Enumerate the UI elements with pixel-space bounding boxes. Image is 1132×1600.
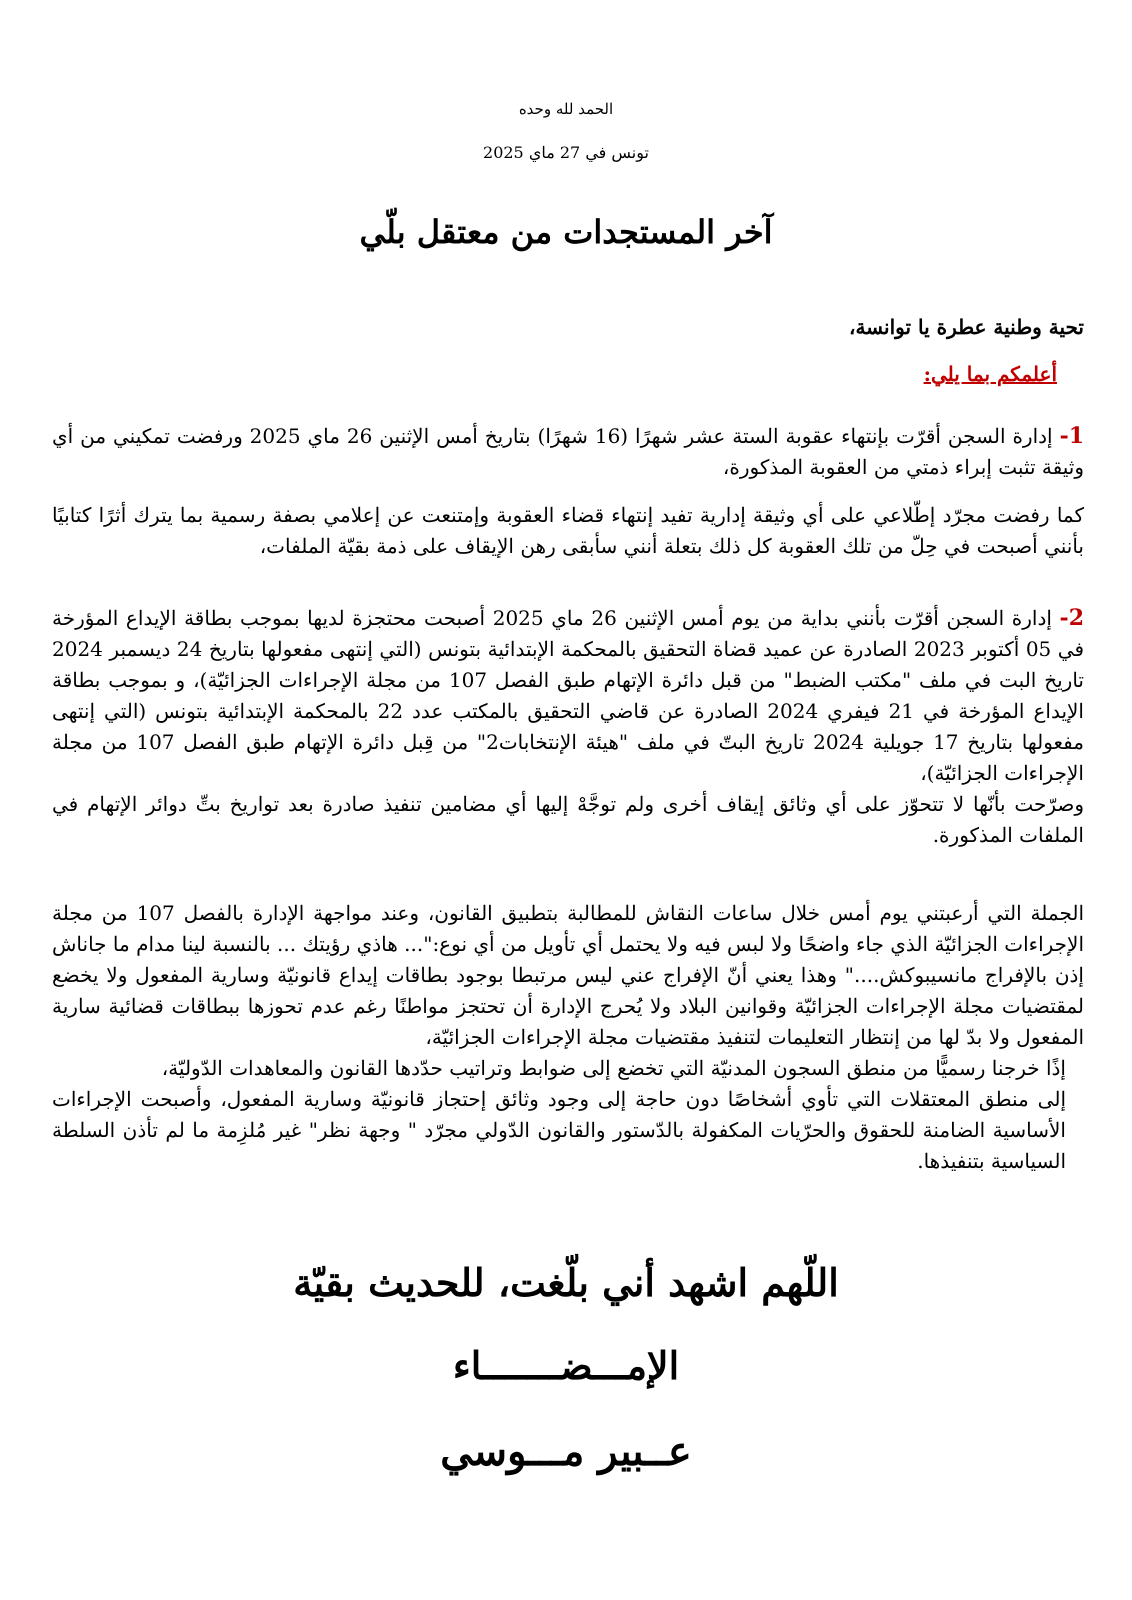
point-2-paragraph [52, 603, 1084, 789]
point-1-text: إدارة السجن أقرّت بإنتهاء عقوبة الستة عشر شهرًا (16 شهرًا) بتاريخ أمس الإثنين 26 ماي 2025 ورفضت تمكيني من أي وثيقة تثبت إبراء ذمتي من العقوبة المذكورة، [52, 424, 1084, 479]
point-1-text-2: كما رفضت مجرّد إطّلاعي على أي وثيقة إدارية تفيد إنتهاء قضاء العقوبة وإمتنعت عن إعلامي بصفة رسمية بما يترك أثرًا كتابيًا بأنني أصبحت في حِلّ من تلك العقوبة كل ذلك بتعلة أنني سأبقى رهن الإيقاف على ذمة بقيّة الملفات، [52, 503, 1084, 558]
point-1-paragraph [52, 421, 1084, 483]
document-title: آخر المستجدات من معتقل بلّي [359, 213, 773, 251]
paragraph-3-text: الجملة التي أرعبتني يوم أمس خلال ساعات النقاش للمطالبة بتطبيق القانون، وعند مواجهة الإدارة بالفصل 107 من مجلة الإجراءات الجزائيّة الذي جاء واضحًا ولا لبس فيه ولا يحتمل أي تأويل من أي نوع:"... هاذي رؤيتك ... بالنسبة لينا مدام ما جاناش إذن بالإفراج مانسيبوكش...." وهذا يعني أنّ الإفراج عني ليس مرتبطا بوجود بطاقات إيداع قانونيّة وسارية المفعول ولا يخضع لمقتضيات مجلة الإجراءات الجزائيّة وقوانين البلاد ولا يُحرج الإدارة أن تحتجز مواطنًا رغم عدم تحوزها ببطاقات قضائية سارية المفعول ولا بدّ لها من إنتظار التعليمات لتنفيذ مقتضيات مجلة الإجراءات الجزائيّة، [52, 901, 1084, 1049]
point-1-continuation [52, 500, 1084, 562]
inform-label: أعلمكم بما يلي: [923, 362, 1057, 386]
signature-label: الإمـــضـــــــاء [452, 1343, 680, 1388]
paragraph-3-line-3: إلى منطق المعتقلات التي تأوي أشخاصًا دون حاجة إلى وجود وثائق إحتجاز قانونيّة وسارية المفعول، وأصبحت الإجراءات الأساسية الضامنة للحقوق والحرّيات المكفولة بالدّستور والقانون الدّولي مجرّد " وجهة نظر" غير مُلزِمة ما لم تأذن السلطة السياسية بتنفيذها. [52, 1087, 1066, 1173]
signature-name: عــبير مـــوسي [440, 1428, 692, 1475]
point-1-number: 1- [1059, 423, 1085, 449]
paragraph-3 [52, 898, 1084, 1177]
point-2-number: 2- [1059, 605, 1084, 631]
point-1 [52, 421, 1084, 483]
closing-statement: اللّهم اشهد أني بلّغت، للحديث بقيّة [293, 1260, 839, 1305]
greeting: تحية وطنية عطرة يا توانسة، [848, 315, 1084, 339]
point-2-text-2: وصرّحت بأنّها لا تتحوّز على أي وثائق إيقاف أخرى ولم توجَّهْ إليها أي مضامين تنفيذ صادرة بعد تواريخ بتِّ دوائر الإتهام في الملفات المذكورة. [52, 792, 1084, 847]
paragraph-3-line-2: إذًا خرجنا رسميًّا من منطق السجون المدنيّة التي تخضع إلى ضوابط وتراتيب حدّدها القانون والمعاهدات الدّوليّة، [161, 1056, 1066, 1080]
point-2-text: إدارة السجن أقرّت بأنني بداية من يوم أمس الإثنين 26 ماي 2025 أصبحت محتجزة لديها بموجب بطاقة الإيداع المؤرخة في 05 أكتوبر 2023 الصادرة عن عميد قضاة التحقيق بالمحكمة الإبتدائية بتونس (التي إنتهى مفعولها بتاريخ 24 ديسمبر 2024 تاريخ البت في ملف "مكتب الضبط" من قبل دائرة الإتهام طبق الفصل 107 من مجلة الإجراءات الجزائيّة)، و بموجب بطاقة الإيداع المؤرخة في 21 فيفري 2024 الصادرة عن قاضي التحقيق بالمكتب عدد 22 بالمحكمة الإبتدائية بتونس (التي إنتهى مفعولها بتاريخ 17 جويلية 2024 تاريخ البتّ في ملف "هيئة الإنتخابات2" من قِبل دائرة الإتهام طبق الفصل 107 من مجلة الإجراءات الجزائيّة)، [52, 606, 1085, 785]
point-2 [52, 603, 1084, 851]
basmala-header: الحمد لله وحده [518, 100, 614, 118]
place-date: تونس في 27 ماي 2025 [483, 143, 649, 162]
